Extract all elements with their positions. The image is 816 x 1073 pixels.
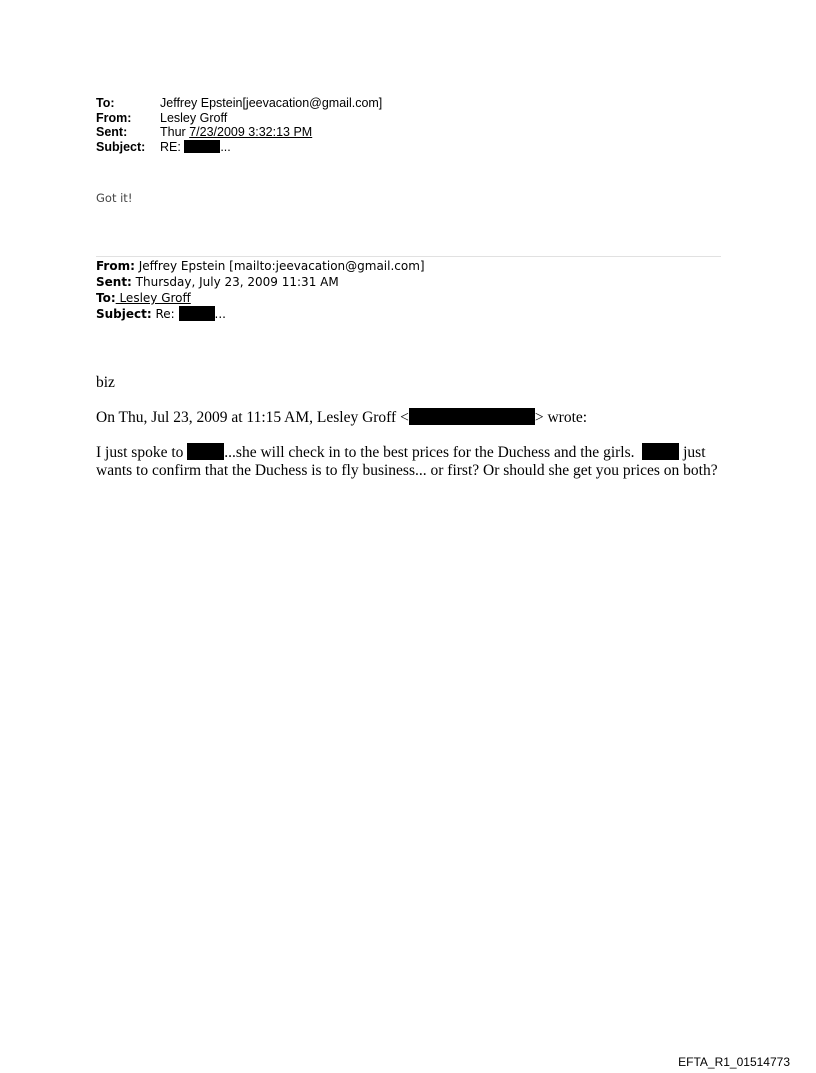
header-sent-label: Sent:: [96, 125, 128, 139]
header-subject-label: Subject:: [96, 139, 146, 154]
quoted-from-value: Jeffrey Epstein [mailto:jeevacation@gmail.com]: [134, 259, 425, 273]
header-subject-row: [96, 140, 382, 155]
divider: [96, 256, 721, 257]
quoted-sent-label: Sent:: [96, 275, 132, 289]
quoted-to-value: Lesley Groff: [115, 291, 191, 305]
quoted-subject-prefix: Re:: [151, 307, 179, 321]
redaction-block: [409, 408, 535, 425]
para-part1: I just spoke to: [96, 444, 188, 461]
quoted-subject-label: Subject:: [96, 307, 152, 321]
header-subject-value: [160, 140, 231, 155]
reply-text: Got it!: [96, 191, 133, 205]
quoted-from-label: From:: [96, 259, 135, 273]
attribution-suffix: > wrote:: [534, 409, 588, 426]
redaction-block: [642, 443, 679, 460]
redaction-block: [184, 140, 220, 153]
quoted-subject-row: [96, 306, 425, 322]
attribution-prefix: On Thu, Jul 23, 2009 at 11:15 AM, Lesley Groff <: [96, 409, 409, 426]
redaction-block: [179, 306, 215, 321]
quoted-to-label: To:: [96, 291, 116, 305]
header-from-label: From:: [96, 110, 132, 125]
message-paragraph: [96, 443, 726, 480]
header-sent-date: 7/23/2009 3:32:13 PM: [189, 125, 313, 139]
header-to-label: To:: [96, 96, 115, 110]
header-subject-suffix: ...: [220, 139, 231, 154]
redaction-block: [187, 443, 224, 460]
attribution-line: [96, 408, 587, 427]
quoted-header: [96, 258, 425, 322]
body-biz: biz: [96, 374, 115, 391]
header-sent-prefix: Thur: [160, 125, 190, 139]
header-subject-prefix: RE:: [160, 139, 185, 154]
quoted-from-row: [96, 258, 425, 274]
document-id: EFTA_R1_01514773: [678, 1055, 790, 1069]
quoted-subject-suffix: ...: [214, 307, 226, 321]
header-from-row: [96, 111, 382, 126]
header-sent-value: [160, 125, 312, 140]
email-header: [96, 96, 382, 154]
header-from-value: Lesley Groff: [160, 110, 228, 125]
para-part2: ...she will check in to the best prices for the Duchess and the girls.: [224, 444, 643, 461]
para-part3: just wants to confirm that the Duchess is to fly business... or first? Or should she get you prices on both?: [96, 444, 718, 479]
header-sent-row: [96, 125, 382, 140]
quoted-sent-value: Thursday, July 23, 2009 11:31 AM: [131, 275, 339, 289]
header-to-row: [96, 96, 382, 111]
header-to-value: Jeffrey Epstein[jeevacation@gmail.com]: [160, 96, 383, 110]
quoted-to-row: [96, 290, 425, 306]
quoted-sent-row: [96, 274, 425, 290]
